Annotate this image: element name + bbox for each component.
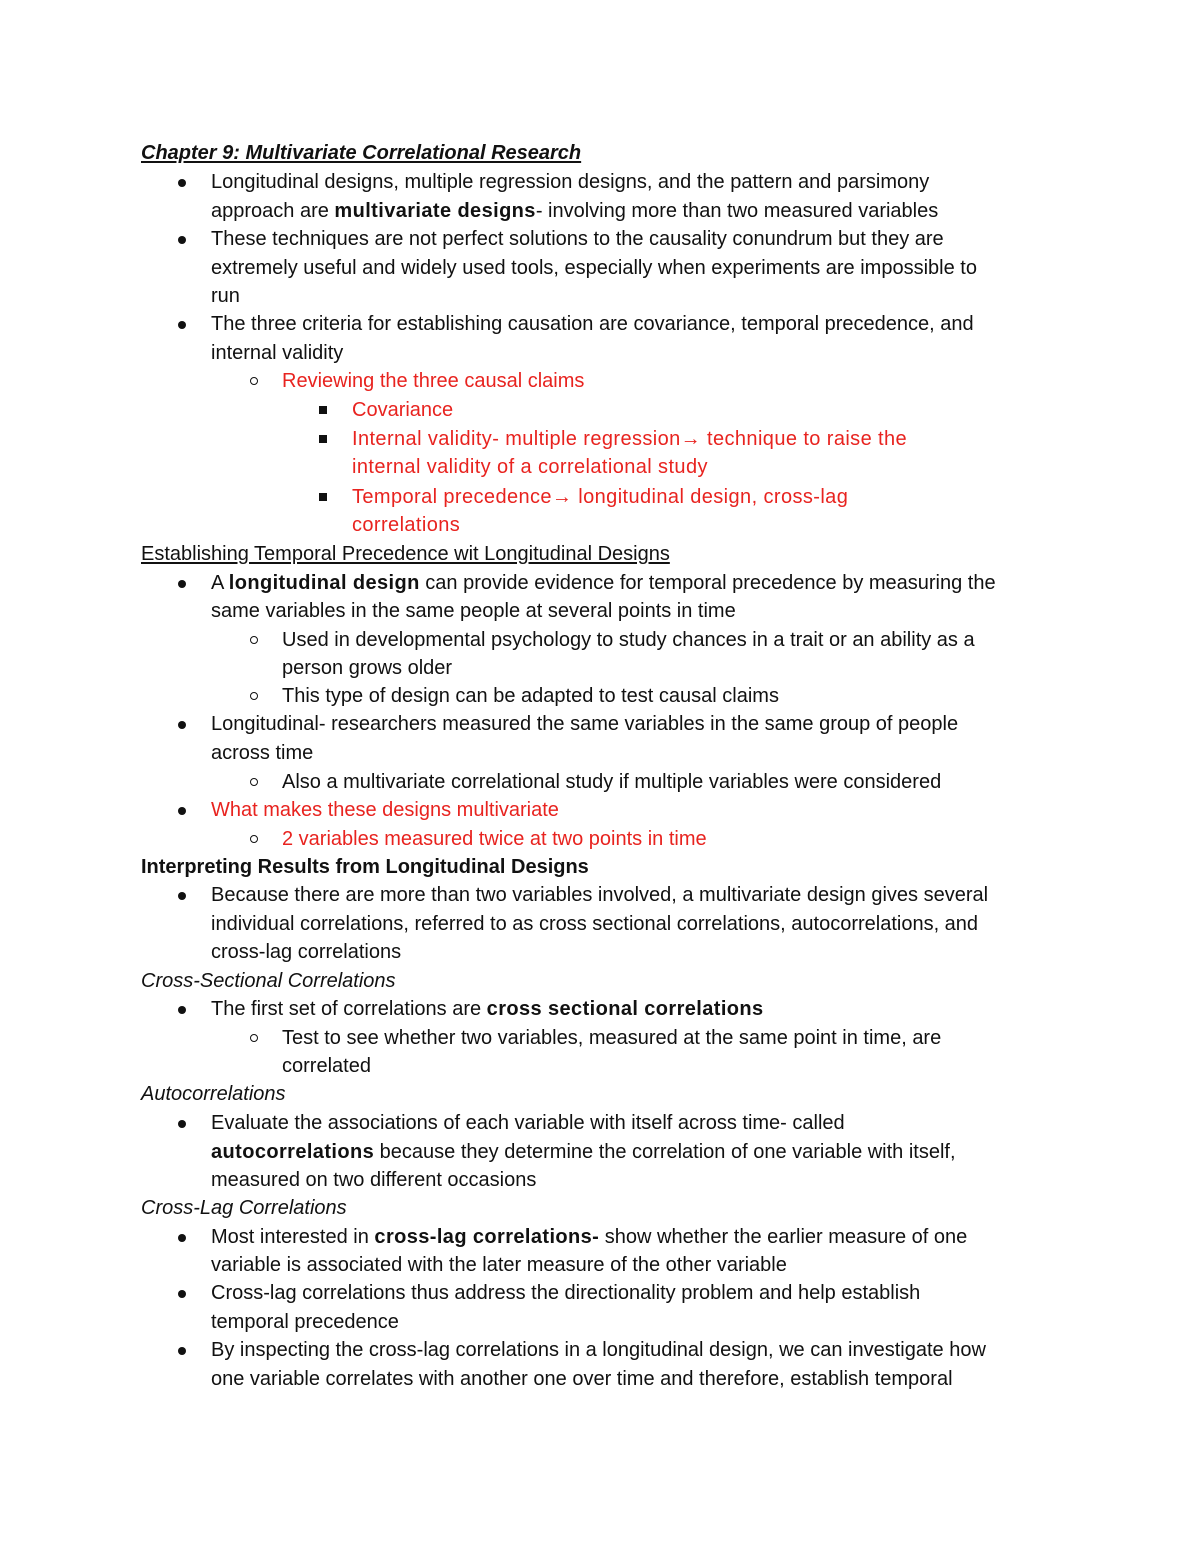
list-item: Evaluate the associations of each variable with itself across time- called	[211, 1112, 845, 1134]
sub-sub-list-item-continuation: correlations	[352, 514, 461, 536]
bold-term: longitudinal design	[228, 572, 420, 594]
list-item-continuation: variable is associated with the later measure of the other variable	[211, 1254, 787, 1276]
list-item: Cross-lag correlations thus address the directionality problem and help establish	[211, 1282, 921, 1304]
list-item-continuation: run	[211, 285, 240, 307]
sub-list-item: This type of design can be adapted to test causal claims	[282, 685, 779, 707]
list-item: By inspecting the cross-lag correlations in a longitudinal design, we can investigate how	[211, 1339, 986, 1361]
sub-list-item: 2 variables measured twice at two points in time	[282, 828, 707, 850]
list-item-continuation: individual correlations, referred to as cross sectional correlations, autocorrelations, and	[211, 913, 979, 935]
chapter-title: Chapter 9: Multivariate Correlational Research	[141, 142, 582, 164]
list-item: The three criteria for establishing causation are covariance, temporal precedence, and	[211, 313, 974, 335]
sub-sub-list-item: Covariance	[352, 399, 454, 421]
list-item-continuation: measured on two different occasions	[211, 1169, 537, 1191]
sub-sub-list-item: Temporal precedence→ longitudinal design, cross-lag	[352, 486, 849, 508]
list-item: Because there are more than two variables involved, a multivariate design gives several	[211, 884, 989, 906]
disc-bullet-icon	[178, 580, 186, 588]
section-heading: Interpreting Results from Longitudinal Designs	[141, 856, 589, 878]
disc-bullet-icon	[178, 1347, 186, 1355]
circle-bullet-icon	[250, 778, 258, 786]
list-item: Longitudinal designs, multiple regression designs, and the pattern and parsimony	[211, 171, 930, 193]
section-heading: Autocorrelations	[141, 1083, 286, 1105]
list-item-continuation: same variables in the same people at several points in time	[211, 600, 736, 622]
list-item: A longitudinal design can provide evidence for temporal precedence by measuring the	[211, 572, 996, 594]
bold-term: autocorrelations	[211, 1141, 375, 1163]
list-item-continuation: approach are multivariate designs- involving more than two measured variables	[211, 200, 939, 222]
sub-list-item: Reviewing the three causal claims	[282, 370, 585, 392]
square-bullet-icon	[319, 406, 327, 414]
disc-bullet-icon	[178, 179, 186, 187]
circle-bullet-icon	[250, 377, 258, 385]
sub-sub-list-item: Internal validity- multiple regression→ technique to raise the	[352, 428, 908, 450]
sub-list-item: Also a multivariate correlational study if multiple variables were considered	[282, 771, 942, 793]
list-item-continuation: extremely useful and widely used tools, especially when experiments are impossible to	[211, 257, 977, 279]
list-item-continuation: autocorrelations because they determine the correlation of one variable with itself,	[211, 1141, 956, 1163]
bold-term: cross sectional correlations	[486, 998, 764, 1020]
disc-bullet-icon	[178, 721, 186, 729]
disc-bullet-icon	[178, 892, 186, 900]
sub-list-item: Test to see whether two variables, measured at the same point in time, are	[282, 1027, 942, 1049]
list-item: Most interested in cross-lag correlations- show whether the earlier measure of one	[211, 1226, 968, 1248]
list-item-continuation: internal validity	[211, 342, 344, 364]
disc-bullet-icon	[178, 1006, 186, 1014]
circle-bullet-icon	[250, 636, 258, 644]
section-heading: Establishing Temporal Precedence wit Longitudinal Designs	[141, 543, 670, 565]
list-item: These techniques are not perfect solutions to the causality conundrum but they are	[211, 228, 944, 250]
list-item-continuation: one variable correlates with another one over time and therefore, establish temporal	[211, 1368, 953, 1390]
section-heading: Cross-Lag Correlations	[141, 1197, 347, 1219]
square-bullet-icon	[319, 435, 327, 443]
bold-term: cross-lag correlations-	[374, 1226, 600, 1248]
circle-bullet-icon	[250, 835, 258, 843]
disc-bullet-icon	[178, 1290, 186, 1298]
disc-bullet-icon	[178, 807, 186, 815]
disc-bullet-icon	[178, 1120, 186, 1128]
disc-bullet-icon	[178, 1234, 186, 1242]
bold-term: multivariate designs	[334, 200, 536, 222]
circle-bullet-icon	[250, 1034, 258, 1042]
square-bullet-icon	[319, 493, 327, 501]
circle-bullet-icon	[250, 692, 258, 700]
sub-sub-list-item-continuation: internal validity of a correlational study	[352, 456, 708, 478]
disc-bullet-icon	[178, 236, 186, 244]
list-item: The first set of correlations are cross sectional correlations	[211, 998, 764, 1020]
list-item-continuation: across time	[211, 742, 314, 764]
sub-list-item-continuation: person grows older	[282, 657, 453, 679]
sub-list-item-continuation: correlated	[282, 1055, 371, 1077]
sub-list-item: Used in developmental psychology to study chances in a trait or an ability as a	[282, 629, 975, 651]
list-item-continuation: cross-lag correlations	[211, 941, 402, 963]
list-item-continuation: temporal precedence	[211, 1311, 399, 1333]
list-item: Longitudinal- researchers measured the same variables in the same group of people	[211, 713, 959, 735]
list-item: What makes these designs multivariate	[211, 799, 559, 821]
section-heading: Cross-Sectional Correlations	[141, 970, 396, 992]
disc-bullet-icon	[178, 321, 186, 329]
